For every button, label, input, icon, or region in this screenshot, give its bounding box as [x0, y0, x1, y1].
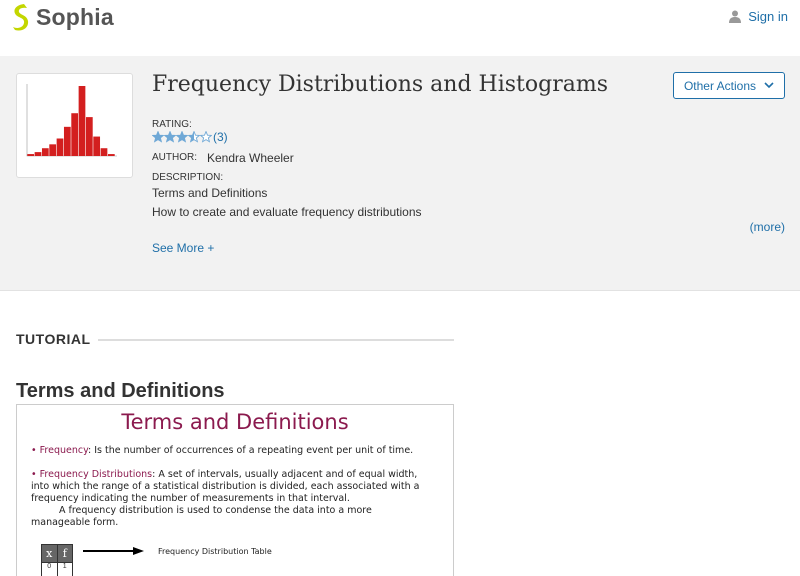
star-icon: [164, 131, 176, 143]
arrow-right-icon: [83, 546, 145, 556]
slide-definition: : Is the number of occurrences of a repeating event per unit of time.: [88, 445, 414, 456]
description-label: DESCRIPTION:: [152, 172, 224, 183]
sign-in-label: Sign in: [748, 9, 788, 24]
thumbnail-bar: [27, 154, 34, 156]
thumbnail-bar: [86, 117, 93, 156]
frequency-table: [41, 544, 73, 576]
thumbnail-bar: [79, 86, 86, 156]
tutorial-title: Terms and Definitions: [16, 380, 225, 402]
thumbnail-bar: [49, 144, 56, 156]
slide-bullet-frequency-distributions: [31, 469, 441, 529]
thumbnail-bar: [101, 148, 108, 156]
star-icon: [152, 131, 164, 143]
top-bar: [0, 0, 800, 56]
brand-name: Sophia: [36, 3, 114, 30]
author-name: Kendra Wheeler: [207, 151, 294, 165]
slide-title: Terms and Definitions: [121, 410, 349, 434]
tutorial-slide[interactable]: [16, 404, 454, 576]
slide-term: Frequency: [39, 445, 89, 456]
slide-line: into which the range of a statistical distribution is divided, each associated with a: [31, 481, 420, 492]
slide-bullet-frequency: [31, 445, 441, 457]
person-icon: [729, 10, 741, 23]
thumbnail-bar: [71, 113, 78, 156]
thumbnail-bar: [57, 139, 64, 157]
section-label: TUTORIAL: [16, 331, 91, 347]
sophia-logo[interactable]: [10, 3, 114, 31]
bullet-icon: •: [31, 469, 37, 480]
resource-thumbnail[interactable]: [16, 73, 133, 178]
slide-line: manageable form.: [31, 517, 119, 528]
table-cell: 0: [42, 563, 58, 576]
table-caption: Frequency Distribution Table: [158, 547, 272, 556]
thumbnail-bar: [35, 152, 42, 156]
author-label: AUTHOR:: [152, 152, 197, 163]
rating-label: RATING:: [152, 119, 192, 130]
other-actions-label: Other Actions: [683, 78, 757, 93]
author-row: [152, 151, 294, 165]
section-divider: [98, 339, 454, 341]
other-actions-button[interactable]: [673, 72, 785, 99]
star-icon: [200, 131, 212, 143]
description-line: How to create and evaluate frequency distributions: [152, 205, 422, 219]
slide-line: frequency indicating the number of measurements in that interval.: [31, 493, 350, 504]
table-header: f: [62, 547, 67, 560]
thumbnail-bar: [108, 154, 115, 156]
chevron-down-icon: [764, 82, 774, 89]
more-link[interactable]: (more): [749, 220, 785, 234]
rating-stars: [152, 131, 212, 143]
sign-in-button[interactable]: [729, 9, 788, 24]
see-more-link[interactable]: See More +: [152, 241, 215, 255]
page-title: Frequency Distributions and Histograms: [152, 72, 608, 97]
slide-term: Frequency Distributions: [39, 469, 153, 480]
histogram-thumbnail-icon: [17, 74, 132, 177]
slide-definition: : A set of intervals, usually adjacent and of equal width,: [152, 469, 418, 480]
description-line: Terms and Definitions: [152, 186, 268, 200]
table-header: x: [42, 545, 58, 562]
thumbnail-bar: [42, 148, 49, 156]
sophia-logo-icon: [10, 3, 32, 31]
bullet-icon: •: [31, 445, 37, 456]
resource-header: [0, 56, 800, 291]
slide-line: A frequency distribution is used to condense the data into a more: [59, 505, 372, 516]
rating: [152, 130, 228, 144]
star-icon: [188, 131, 200, 143]
star-icon: [176, 131, 188, 143]
thumbnail-bar: [93, 137, 100, 156]
table-cell: 1: [62, 563, 67, 570]
rating-count[interactable]: (3): [213, 130, 228, 144]
thumbnail-bar: [64, 127, 71, 156]
